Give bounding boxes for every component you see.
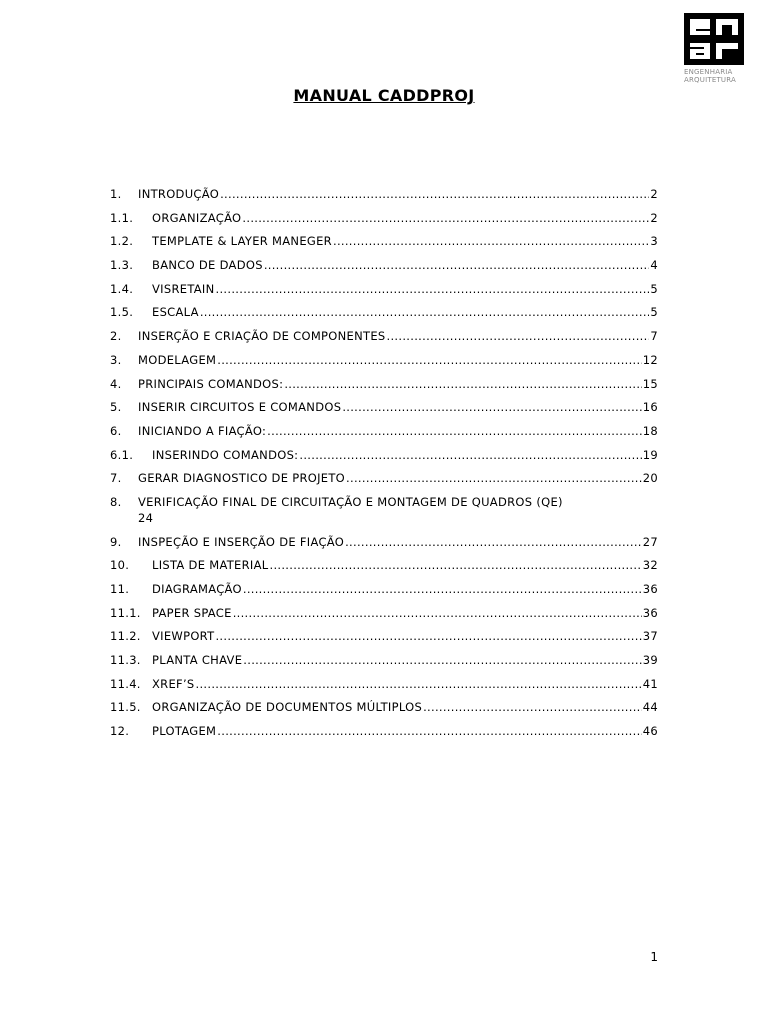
toc-entry-label: PLANTA CHAVE [152, 653, 243, 668]
toc-dot-leader [215, 628, 641, 644]
toc-entry[interactable] [110, 557, 658, 573]
toc-entry-label: INICIANDO A FIAÇÃO: [138, 423, 267, 438]
toc-entry-page: 36 [642, 605, 658, 620]
toc-entry-label: GERAR DIAGNOSTICO DE PROJETO [138, 471, 346, 486]
toc-entry-page: 2 [650, 187, 658, 201]
toc-entry-page: 15 [642, 376, 658, 391]
toc-entry-page: 20 [642, 471, 658, 486]
toc-dot-leader [299, 447, 641, 463]
toc-entry[interactable] [110, 376, 658, 392]
toc-entry[interactable] [110, 399, 658, 415]
toc-entry-number: 11.4. [110, 676, 141, 691]
table-of-contents [110, 186, 658, 747]
toc-dot-leader [387, 328, 650, 344]
toc-entry-page: 37 [642, 629, 658, 644]
toc-dot-leader [220, 186, 649, 202]
toc-entry-label: VERIFICAÇÃO FINAL DE CIRCUITAÇÃO E MONTAGEM DE QUADROS (QE) [138, 494, 563, 509]
toc-entry-page: 18 [642, 423, 658, 438]
toc-dot-leader [342, 399, 641, 415]
toc-entry-label: INTRODUÇÃO [138, 187, 220, 201]
toc-dot-leader [242, 210, 649, 226]
toc-entry[interactable] [110, 447, 658, 463]
toc-dot-leader [284, 376, 641, 392]
toc-entry-number: 1.5. [110, 305, 134, 320]
toc-entry-label: MODELAGEM [138, 352, 217, 367]
logo-caption-line-1: ENGENHARIA [684, 68, 733, 76]
toc-entry[interactable] [110, 257, 658, 273]
toc-entry[interactable] [110, 328, 658, 344]
toc-entry-number: 5. [110, 400, 122, 415]
toc-dot-leader [243, 581, 642, 597]
toc-entry-number: 10. [110, 558, 130, 573]
toc-dot-leader [217, 352, 642, 368]
toc-entry-number: 6. [110, 423, 122, 438]
toc-entry-page: 7 [650, 329, 658, 344]
toc-entry-page: 39 [642, 653, 658, 668]
toc-entry[interactable] [110, 581, 658, 597]
toc-dot-leader [346, 470, 642, 486]
toc-entry[interactable] [110, 304, 658, 320]
toc-entry-page: 32 [642, 558, 658, 573]
toc-entry-label: PAPER SPACE [152, 605, 232, 620]
toc-entry-page: 5 [650, 281, 658, 296]
toc-entry-page: 2 [650, 210, 658, 225]
toc-entry-number: 11.3. [110, 653, 141, 668]
toc-entry-number: 8. [110, 494, 122, 509]
toc-dot-leader [200, 304, 650, 320]
toc-entry[interactable] [110, 652, 658, 668]
toc-entry-number: 2. [110, 329, 122, 344]
toc-entry-number: 11.1. [110, 605, 141, 620]
toc-entry[interactable] [110, 628, 658, 644]
toc-entry-label: BANCO DE DADOS [152, 258, 263, 273]
toc-entry-label: INSERÇÃO E CRIAÇÃO DE COMPONENTES [138, 329, 386, 344]
toc-entry-page: 24 [138, 510, 154, 525]
toc-entry[interactable] [110, 470, 658, 486]
toc-dot-leader [233, 605, 642, 621]
toc-entry-page: 41 [642, 676, 658, 691]
toc-entry[interactable] [110, 352, 658, 368]
toc-entry[interactable] [110, 723, 658, 739]
toc-dot-leader [423, 699, 642, 715]
toc-dot-leader [264, 257, 650, 273]
toc-entry[interactable] [110, 423, 658, 439]
toc-entry-label: ESCALA [152, 305, 199, 320]
toc-entry-number: 11.2. [110, 629, 141, 644]
toc-dot-leader [216, 281, 650, 297]
toc-entry-number: 1.3. [110, 258, 134, 273]
toc-entry-label: VISRETAIN [152, 281, 215, 296]
toc-dot-leader [267, 423, 642, 439]
toc-entry-label: DIAGRAMAÇÃO [152, 582, 242, 596]
toc-entry-number: 6.1. [110, 447, 134, 462]
logo-caption-line-2: ARQUITETURA [684, 76, 737, 84]
toc-entry-page: 5 [650, 305, 658, 320]
toc-entry[interactable] [110, 699, 658, 715]
toc-entry[interactable] [110, 210, 658, 226]
toc-entry-number: 1. [110, 187, 122, 201]
toc-entry[interactable] [110, 534, 658, 550]
toc-entry-label: XREF’S [152, 676, 195, 691]
toc-entry-number: 4. [110, 376, 122, 391]
toc-entry-label: INSPEÇÃO E INSERÇÃO DE FIAÇÃO [138, 534, 345, 549]
toc-dot-leader [333, 233, 649, 249]
toc-dot-leader [217, 723, 641, 739]
toc-entry-number: 11. [110, 582, 130, 596]
toc-entry-label: INSERINDO COMANDOS: [152, 447, 299, 462]
toc-entry-page: 46 [642, 724, 658, 739]
toc-entry[interactable] [110, 605, 658, 621]
toc-entry-number: 11.5. [110, 700, 141, 715]
toc-dot-leader [345, 534, 642, 550]
toc-entry[interactable] [110, 233, 658, 249]
toc-entry-label: LISTA DE MATERIAL [152, 558, 269, 573]
toc-entry-number: 1.4. [110, 281, 134, 296]
toc-entry[interactable] [110, 186, 658, 202]
toc-entry-page: 27 [642, 534, 658, 549]
toc-entry-number: 1.2. [110, 234, 134, 249]
toc-entry-number: 7. [110, 471, 122, 486]
toc-entry-number: 3. [110, 352, 122, 367]
document-title: MANUAL CADDPROJ [293, 86, 475, 105]
toc-entry[interactable] [110, 494, 658, 526]
company-logo [684, 13, 746, 85]
toc-entry-number: 9. [110, 534, 122, 549]
toc-entry-number: 1.1. [110, 210, 134, 225]
toc-entry[interactable] [110, 281, 658, 297]
toc-entry-number: 12. [110, 724, 130, 739]
toc-entry-page: 44 [642, 700, 658, 715]
logo-caption [684, 68, 746, 84]
page-number: 1 [650, 950, 658, 964]
toc-entry-label: VIEWPORT [152, 629, 215, 644]
toc-entry-page: 16 [642, 400, 658, 415]
toc-entry-page: 36 [642, 582, 658, 596]
toc-entry[interactable] [110, 676, 658, 692]
toc-entry-label: PRINCIPAIS COMANDOS: [138, 376, 284, 391]
toc-entry-page: 4 [650, 258, 658, 273]
toc-entry-page: 12 [642, 352, 658, 367]
enar-logo-mark [684, 13, 744, 65]
toc-entry-label: PLOTAGEM [152, 724, 217, 739]
toc-entry-label: ORGANIZAÇÃO DE DOCUMENTOS MÚLTIPLOS [152, 700, 423, 715]
toc-entry-page: 3 [650, 234, 658, 249]
toc-dot-leader [269, 557, 641, 573]
toc-entry-label: TEMPLATE & LAYER MANEGER [152, 234, 332, 249]
toc-dot-leader [196, 676, 642, 692]
toc-entry-label: ORGANIZAÇÃO [152, 210, 242, 225]
toc-entry-label: INSERIR CIRCUITOS E COMANDOS [138, 400, 342, 415]
toc-dot-leader [243, 652, 641, 668]
toc-entry-page: 19 [642, 447, 658, 462]
